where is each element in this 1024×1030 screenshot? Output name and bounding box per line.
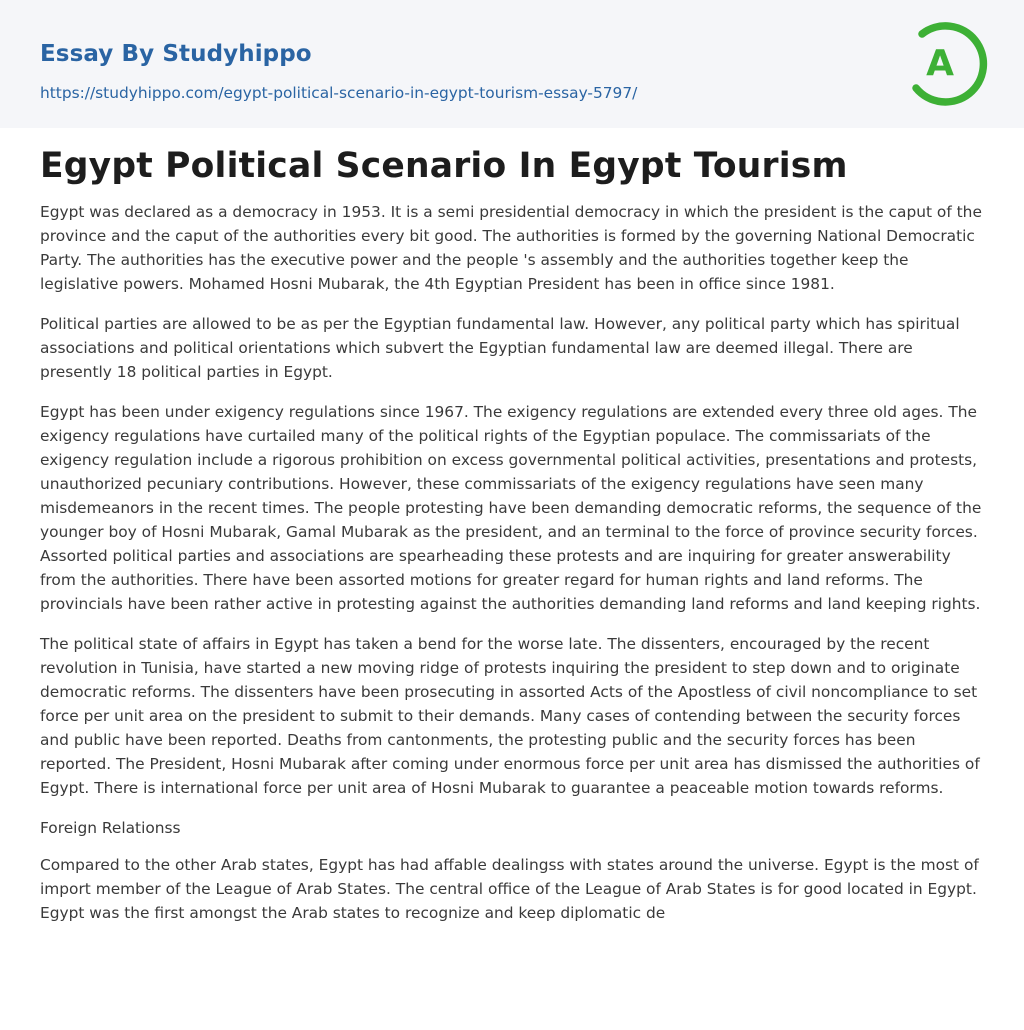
site-header xyxy=(0,0,1024,128)
essay-title: Egypt Political Scenario In Egypt Tourism xyxy=(40,146,848,186)
logo-letter: A xyxy=(926,43,954,84)
logo-icon xyxy=(908,18,990,106)
paragraph-4: The political state of affairs in Egypt has taken a bend for the worse late. The dissenters, encouraged by the recent revolution in Tunisia, have started a new moving ridge of protests inquiring the president to step down and to originate democratic reforms. The dissenters have been prosecuting in assorted Acts of the Apostless of civil noncompliance to set force per unit area on the president to submit to their demands. Many cases of contending between the security forces and public have been reported. Deaths from cantonments, the protesting public and the security forces has been reported. The President, Hosni Mubarak after coming under enormous force per unit area has dismissed the authorities of Egypt. There is international force per unit area of Hosni Mubarak to guarantee a peaceable motion towards reforms. xyxy=(40,635,980,797)
essay-body xyxy=(40,200,988,941)
site-name[interactable]: Essay By Studyhippo xyxy=(40,41,312,67)
paragraph-2: Political parties are allowed to be as per the Egyptian fundamental law. However, any political party which has spiritual associations and political orientations which subvert the Egyptian fundamental law are deemed illegal. There are presently 18 political parties in Egypt. xyxy=(40,315,960,381)
studyhippo-logo[interactable] xyxy=(908,18,990,106)
paragraph-3: Egypt has been under exigency regulations since 1967. The exigency regulations are extended every three old ages. The exigency regulations have curtailed many of the political rights of the Egyptian populace. The commissariats of the exigency regulation include a rigorous prohibition on excess governmental political activities, presentations and protests, unauthorized pecuniary contributions. However, these commissariats of the exigency regulations have seen many misdemeanors in the recent times. The people protesting have been demanding democratic reforms, the sequence of the younger boy of Hosni Mubarak, Gamal Mubarak as the president, and an terminal to the force of province security forces. Assorted political parties and associations are spearheading these protests and are inquiring for greater answerability from the authorities. There have been assorted motions for greater regard for human rights and land reforms. The provincials have been rather active in protesting against the authorities demanding land reforms and land keeping rights. xyxy=(40,403,982,613)
paragraph-1: Egypt was declared as a democracy in 1953. It is a semi presidential democracy in which the president is the caput of the province and the caput of the authorities every bit good. The authorities is formed by the governing National Democratic Party. The authorities has the executive power and the people 's assembly and the authorities together keep the legislative powers. Mohamed Hosni Mubarak, the 4th Egyptian President has been in office since 1981. xyxy=(40,203,982,293)
essay-url-link[interactable]: https://studyhippo.com/egypt-political-scenario-in-egypt-tourism-essay-5797/ xyxy=(40,84,638,102)
paragraph-5: Compared to the other Arab states, Egypt has had affable dealingss with states around the universe. Egypt is the most of import member of the League of Arab States. The central office of the League of Arab States is for good located in Egypt. Egypt was the first amongst the Arab states to recognize and keep diplomatic de xyxy=(40,856,979,922)
section-subheading: Foreign Relationss xyxy=(40,819,181,837)
